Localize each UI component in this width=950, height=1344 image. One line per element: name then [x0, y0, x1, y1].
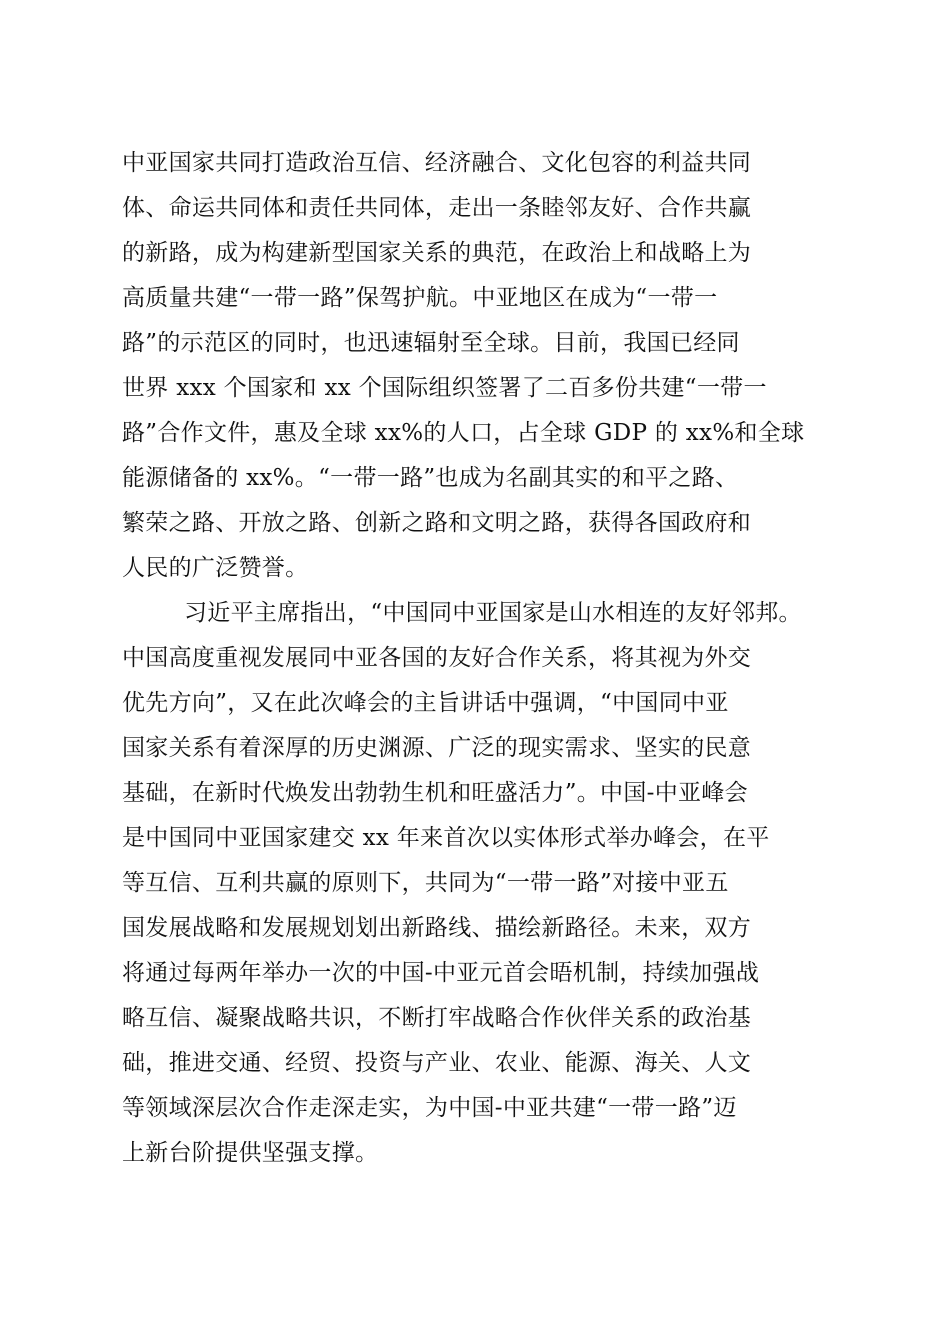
text-line: 国发展战略和发展规划划出新路线、描绘新路径。未来，双方 [122, 915, 752, 941]
text-line: 中国高度重视发展同中亚各国的友好合作关系，将其视为外交 [122, 645, 752, 671]
text-line: 中亚国家共同打造政治互信、经济融合、文化包容的利益共同 [122, 150, 752, 176]
body-text [122, 141, 842, 1176]
text-line: 将通过每两年举办一次的中国-中亚元首会晤机制，持续加强战 [122, 960, 760, 986]
text-line: 略互信、凝聚战略共识，不断打牢战略合作伙伴关系的政治基 [122, 1005, 752, 1031]
text-line: 基础，在新时代焕发出勃勃生机和旺盛活力”。中国-中亚峰会 [122, 780, 748, 806]
text-line: 人民的广泛赞誉。 [122, 555, 309, 581]
text-line: 能源储备的 xx%。“一带一路”也成为名副其实的和平之路、 [122, 465, 739, 491]
text-line: 世界 xxx 个国家和 xx 个国际组织签署了二百多份共建“一带一 [122, 375, 767, 401]
text-line: 路”的示范区的同时，也迅速辐射至全球。目前，我国已经同 [122, 330, 740, 356]
text-line: 等互信、互利共赢的原则下，共同为“一带一路”对接中亚五 [122, 870, 729, 896]
text-line: 是中国同中亚国家建交 xx 年来首次以实体形式举办峰会，在平 [122, 825, 770, 851]
text-line: 体、命运共同体和责任共同体，走出一条睦邻友好、合作共赢 [122, 195, 752, 221]
text-line: 繁荣之路、开放之路、创新之路和文明之路，获得各国政府和 [122, 510, 752, 536]
text-line: 路”合作文件，惠及全球 xx%的人口，占全球 GDP 的 xx%和全球 [122, 420, 805, 446]
text-line: 等领域深层次合作走深走实，为中国-中亚共建“一带一路”迈 [122, 1095, 737, 1121]
text-line: 优先方向”，又在此次峰会的主旨讲话中强调，“中国同中亚 [122, 690, 729, 716]
text-line: 国家关系有着深厚的历史渊源、广泛的现实需求、坚实的民意 [122, 735, 752, 761]
paragraph-start-line: 习近平主席指出，“中国同中亚国家是山水相连的友好邻邦。 [184, 600, 802, 626]
text-line: 高质量共建“一带一路”保驾护航。中亚地区在成为“一带一 [122, 285, 718, 311]
text-line: 的新路，成为构建新型国家关系的典范，在政治上和战略上为 [122, 240, 752, 266]
text-line: 础，推进交通、经贸、投资与产业、农业、能源、海关、人文 [122, 1050, 752, 1076]
text-line: 上新台阶提供坚强支撑。 [122, 1140, 379, 1166]
